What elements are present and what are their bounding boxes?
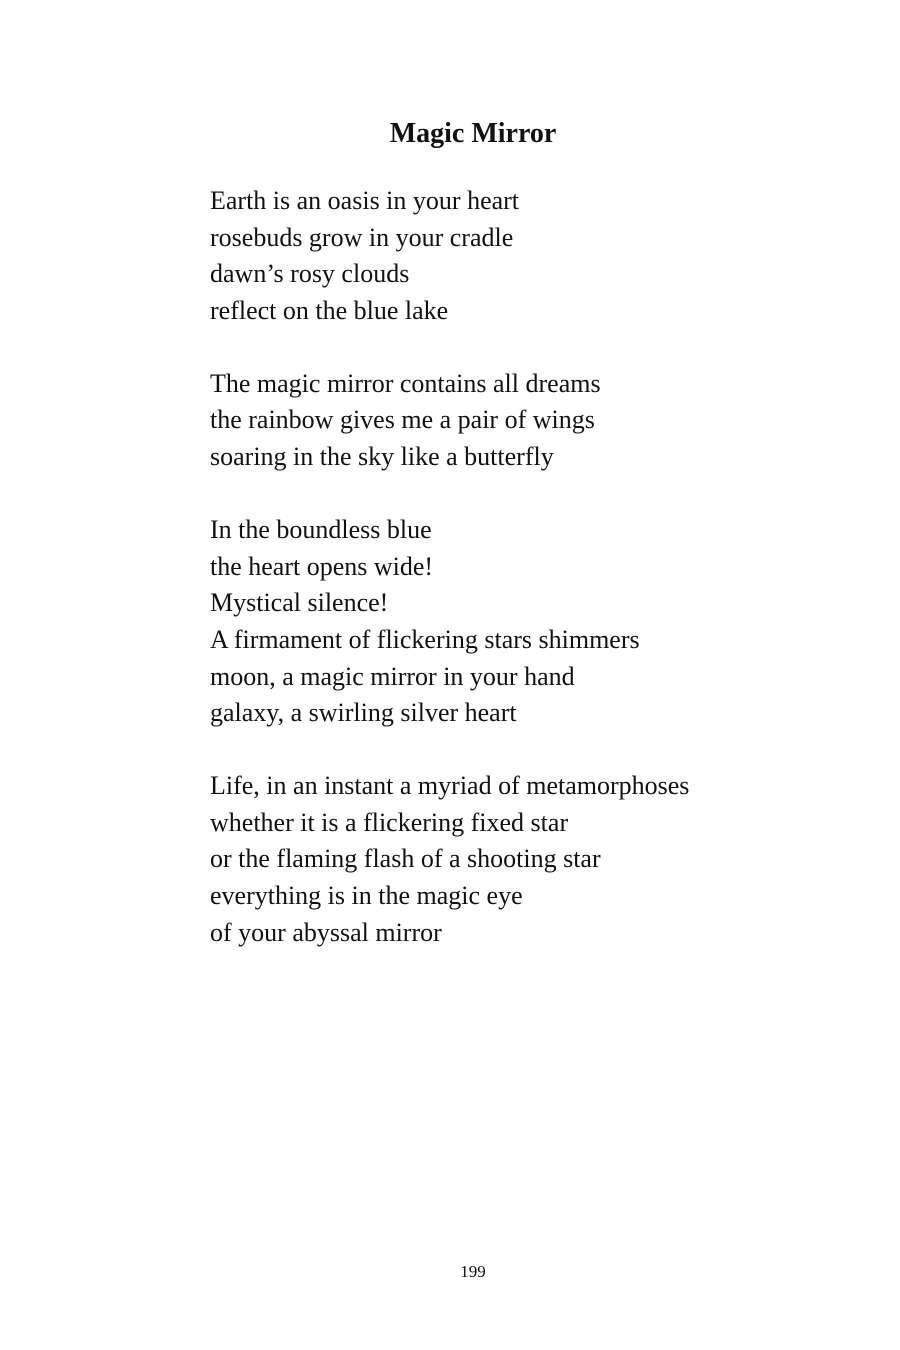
stanza-3 bbox=[210, 512, 850, 732]
poem-line: moon, a magic mirror in your hand bbox=[210, 661, 575, 691]
stanza-1 bbox=[210, 183, 850, 329]
poem-line: Earth is an oasis in your heart bbox=[210, 186, 520, 215]
poem-line: In the boundless blue bbox=[210, 515, 432, 545]
poem-line: Life, in an instant a myriad of metamorphoses bbox=[210, 771, 690, 801]
poem-line: galaxy, a swirling silver heart bbox=[210, 698, 517, 728]
poem-line: A firmament of flickering stars shimmers bbox=[210, 624, 640, 654]
poem-line: Mystical silence! bbox=[210, 588, 389, 618]
poem-body bbox=[210, 183, 850, 988]
poem-line: dawn’s rosy clouds bbox=[210, 259, 410, 289]
poem-title: Magic Mirror bbox=[389, 118, 557, 149]
stanza-4 bbox=[210, 768, 850, 951]
stanza-2 bbox=[210, 366, 850, 476]
poem-line: the heart opens wide! bbox=[210, 551, 434, 581]
poem-line: the rainbow gives me a pair of wings bbox=[210, 405, 595, 435]
poem-line: whether it is a flickering fixed star bbox=[210, 807, 569, 837]
poem-line: of your abyssal mirror bbox=[210, 917, 442, 947]
poem-line: everything is in the magic eye bbox=[210, 881, 523, 910]
page-number: 199 bbox=[460, 1262, 486, 1281]
poem-line: reflect on the blue lake bbox=[210, 295, 449, 325]
poem-line: soaring in the sky like a butterfly bbox=[210, 442, 554, 472]
poem-line: The magic mirror contains all dreams bbox=[210, 368, 601, 398]
poem-line: rosebuds grow in your cradle bbox=[210, 222, 514, 252]
poem-line: or the flaming flash of a shooting star bbox=[210, 844, 601, 874]
